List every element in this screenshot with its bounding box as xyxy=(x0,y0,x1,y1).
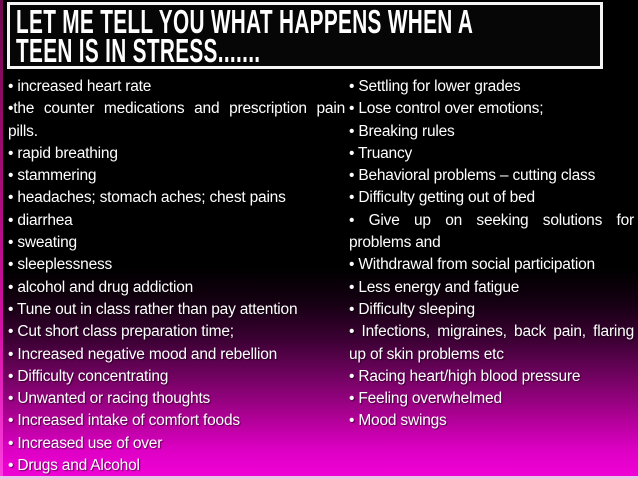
bullet-item: • Increased intake of comfort foods xyxy=(8,412,240,430)
bullet-columns xyxy=(8,76,634,477)
bullet-item: • diarrhea xyxy=(8,211,73,229)
bullet-item: •the counter medications and prescription pain pills. xyxy=(8,100,345,140)
bullet-item: • Racing heart/high blood pressure xyxy=(349,367,581,385)
bullet-item: • Increased negative mood and rebellion xyxy=(8,345,278,363)
bullet-item: • sweating xyxy=(8,234,77,252)
right-column xyxy=(349,76,634,477)
bullet-item: • Mood swings xyxy=(349,412,447,430)
bullet-item: • stammering xyxy=(8,167,97,185)
title-box xyxy=(7,2,603,69)
slide-title-line2: TEEN IS IN STRESS....... xyxy=(16,32,261,69)
left-column xyxy=(8,76,345,477)
bullet-item: • Increased use of over xyxy=(8,434,163,452)
bullet-item: • Truancy xyxy=(349,144,413,162)
bullet-item: • Lose control over emotions; xyxy=(349,100,544,118)
bullet-item: • Unwanted or racing thoughts xyxy=(8,390,211,408)
bullet-item: • Less energy and fatigue xyxy=(349,278,520,296)
bullet-item: • Withdrawal from social participation xyxy=(349,256,595,274)
bullet-item: • Breaking rules xyxy=(349,122,455,140)
bullet-item: • Behavioral problems – cutting class xyxy=(349,167,596,185)
left-edge-accent xyxy=(0,0,3,479)
bullet-item: • Difficulty sleeping xyxy=(349,300,475,318)
bullet-item: • rapid breathing xyxy=(8,144,118,162)
bullet-item: • Tune out in class rather than pay attention xyxy=(8,300,298,318)
bullet-item: • increased heart rate xyxy=(8,78,152,95)
bullet-item: • Difficulty concentrating xyxy=(8,367,169,385)
bullet-item: • headaches; stomach aches; chest pains xyxy=(8,189,286,207)
bullet-item: • Infections, migraines, back pain, flaring up of skin problems etc xyxy=(349,323,634,363)
bullet-item: • Drugs and Alcohol xyxy=(8,457,140,475)
bullet-item: • Give up on seeking solutions for problems and xyxy=(349,211,634,252)
bullet-item: • alcohol and drug addiction xyxy=(8,278,194,296)
slide-title-line1: LET ME TELL YOU WHAT HAPPENS WHEN A xyxy=(16,3,474,40)
bullet-item: • Cut short class preparation time; xyxy=(8,323,234,341)
bullet-item: • Difficulty getting out of bed xyxy=(349,189,535,207)
bullet-item: • Settling for lower grades xyxy=(349,78,521,95)
bullet-item: • sleeplessness xyxy=(8,256,113,274)
bullet-item: • Feeling overwhelmed xyxy=(349,390,502,408)
